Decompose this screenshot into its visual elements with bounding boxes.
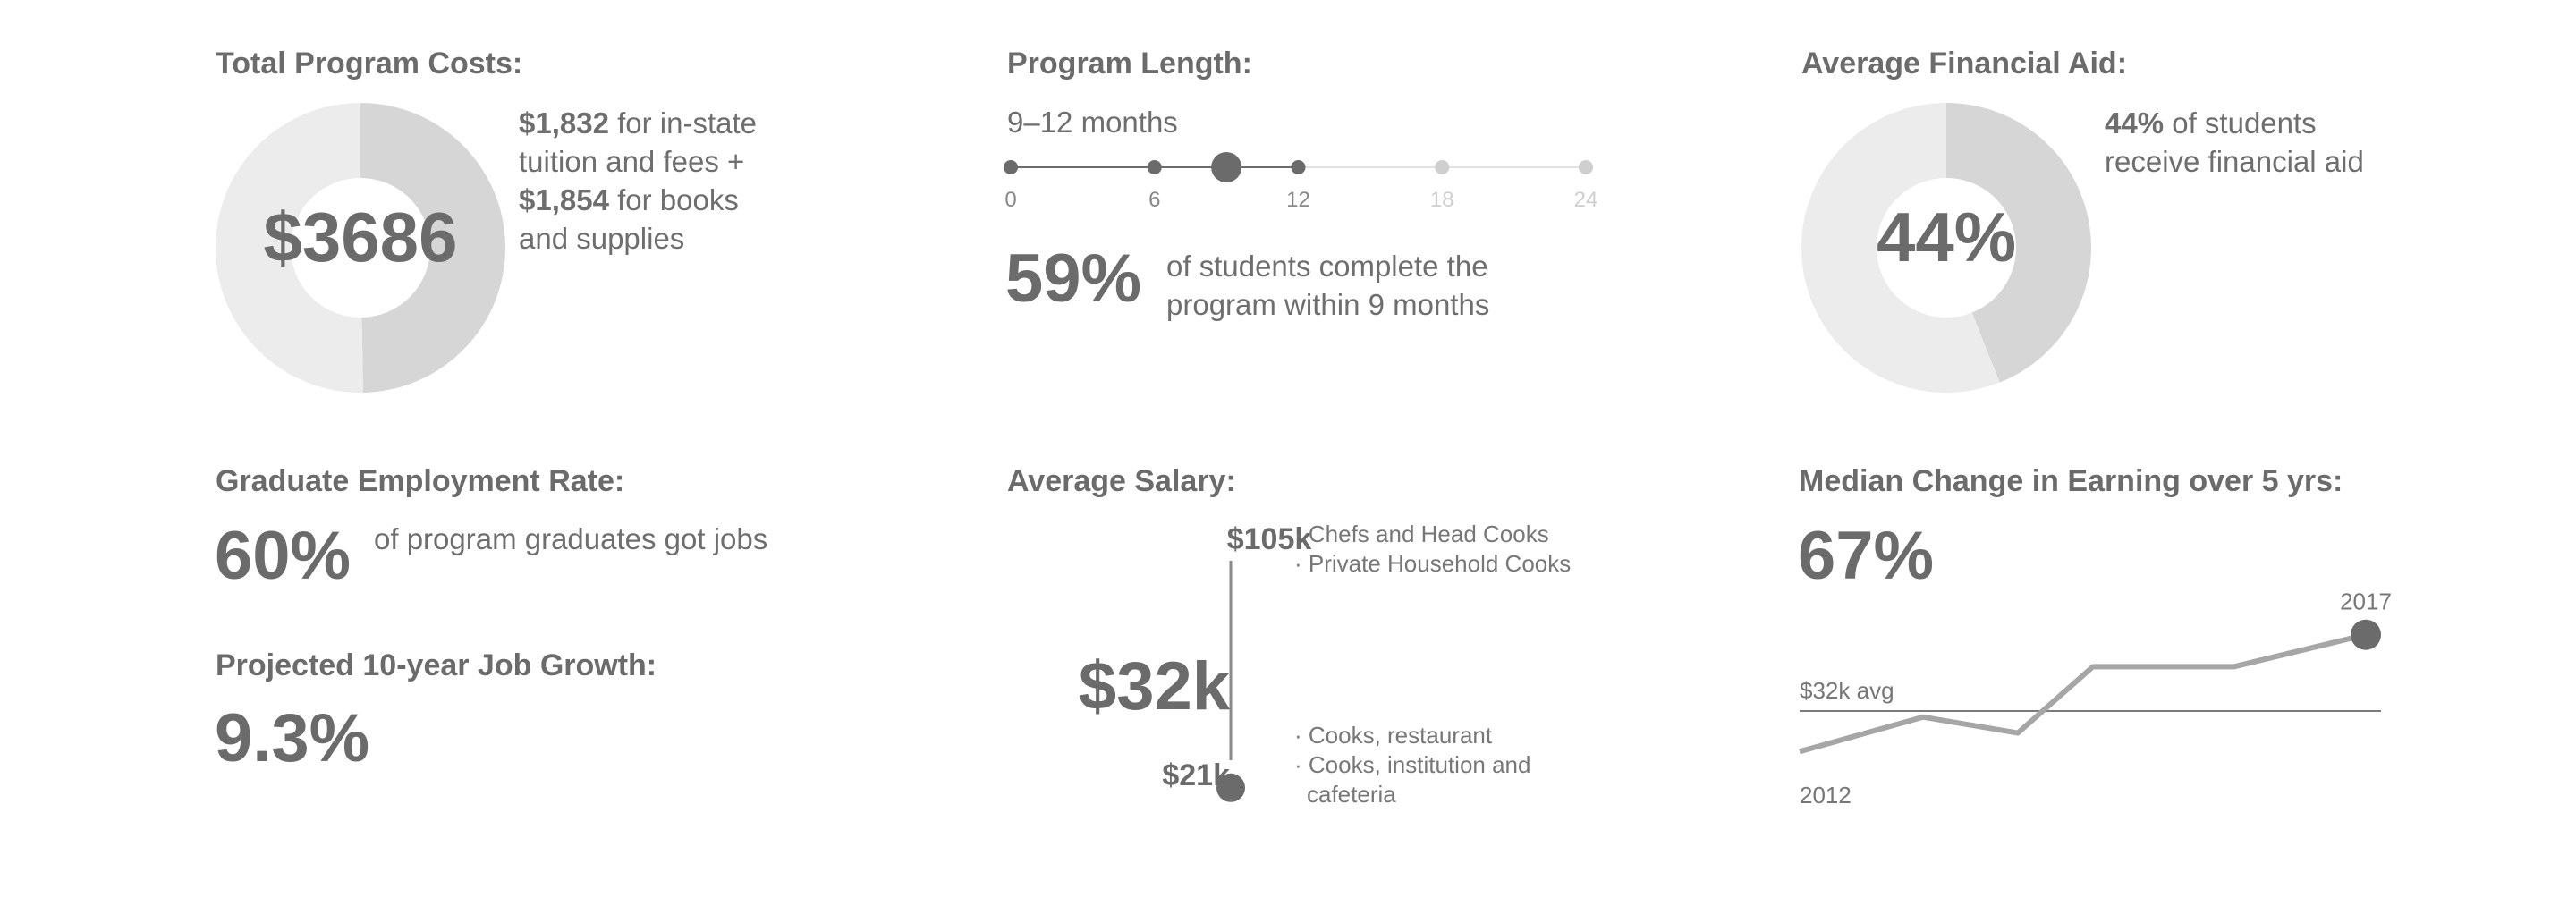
- salary-average: $32k: [1078, 648, 1230, 724]
- earnings-title: Median Change in Earning over 5 yrs:: [1799, 464, 2343, 498]
- aid-text-body: of students receive financial aid: [2105, 106, 2364, 178]
- timeline-tick-label: 6: [1148, 188, 1161, 212]
- aid-donut: [1799, 100, 2094, 395]
- employment-percent: 60%: [215, 518, 352, 594]
- aid-text-amount: 44%: [2105, 106, 2165, 140]
- timeline-marks: [1004, 152, 1597, 212]
- timeline-tick-label: 18: [1429, 188, 1454, 212]
- earnings-percent: 67%: [1798, 518, 1935, 594]
- costs-breakdown: [519, 104, 796, 258]
- low-job-item: cafeteria: [1307, 781, 1396, 808]
- salary-low-label: $21k: [1162, 758, 1230, 792]
- instate-text: for in-state tuition and fees +: [519, 106, 758, 178]
- timeline-dot: [1435, 160, 1449, 174]
- timeline-tick-label: 12: [1286, 188, 1310, 212]
- high-job-item: · Chefs and Head Cooks: [1294, 521, 1549, 547]
- timeline-dot: [1579, 160, 1593, 174]
- growth-value: 9.3%: [215, 700, 370, 776]
- earnings-chart: [1789, 590, 2415, 814]
- length-percent: 59%: [1005, 241, 1142, 317]
- salary-high-label: $105k: [1226, 522, 1312, 556]
- timeline-highlight-dot: [1211, 152, 1241, 182]
- length-range: 9–12 months: [1007, 106, 1178, 139]
- timeline-dot: [1148, 160, 1162, 174]
- length-title: Program Length:: [1007, 47, 1252, 80]
- books-amount: $1,854: [519, 183, 609, 216]
- instate-amount: $1,832: [519, 106, 609, 140]
- length-description: of students complete the program within 9 months: [1166, 250, 1490, 321]
- earnings-reference-label: $32k avg: [1800, 677, 1894, 704]
- timeline-dot: [1004, 160, 1018, 174]
- costs-total: $3686: [263, 198, 458, 276]
- timeline-dot: [1292, 160, 1306, 174]
- low-job-item: · Cooks, institution and: [1294, 751, 1531, 778]
- earnings-start-label: 2012: [1800, 782, 1852, 809]
- salary-low-jobs: [1294, 721, 1530, 809]
- salary-high-jobs: [1294, 520, 1571, 579]
- timeline-tick-label: 24: [1573, 188, 1598, 212]
- books-text: for books and supplies: [519, 183, 739, 255]
- length-timeline: [993, 143, 1619, 215]
- earnings-end-label: 2017: [2340, 590, 2392, 615]
- aid-center-percent: 44%: [1876, 198, 2017, 276]
- timeline-tick-label: 0: [1004, 188, 1017, 212]
- employment-title: Graduate Employment Rate:: [216, 464, 625, 498]
- costs-title: Total Program Costs:: [216, 47, 523, 80]
- growth-title: Projected 10-year Job Growth:: [216, 648, 657, 682]
- earnings-end-dot: [2351, 620, 2381, 650]
- low-job-item: · Cooks, restaurant: [1294, 722, 1493, 749]
- salary-title: Average Salary:: [1007, 464, 1236, 498]
- aid-title: Average Financial Aid:: [1801, 47, 2128, 80]
- earnings-marks: [1800, 590, 2392, 809]
- aid-text: [2105, 104, 2373, 181]
- employment-description: of program graduates got jobs: [374, 522, 768, 555]
- costs-donut: [213, 100, 508, 395]
- high-job-item: · Private Household Cooks: [1294, 550, 1572, 577]
